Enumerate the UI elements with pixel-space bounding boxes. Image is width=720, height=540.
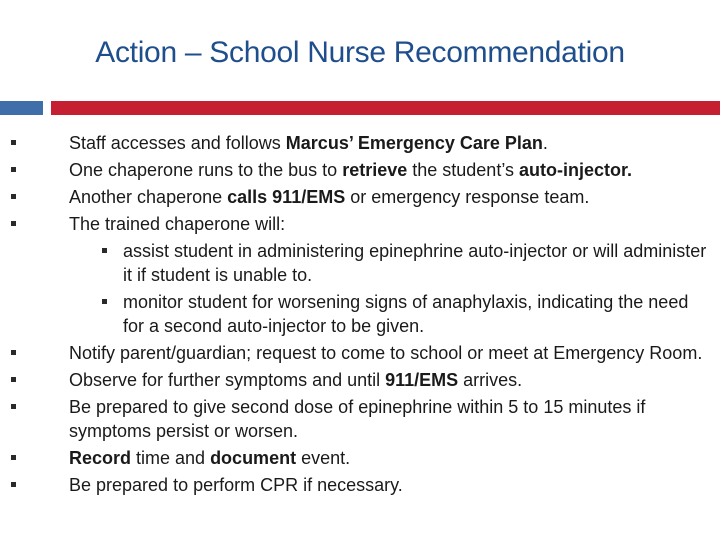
- bullet-item: [0, 368, 720, 392]
- bold-text-segment: 911/EMS: [385, 370, 459, 390]
- square-bullet-icon: [11, 350, 16, 355]
- bullet-item: [0, 158, 720, 182]
- bold-text-segment: calls 911/EMS: [227, 187, 346, 207]
- text-segment: or emergency response team.: [345, 187, 590, 207]
- square-bullet-icon: [102, 299, 107, 304]
- bold-text-segment: document: [210, 448, 297, 468]
- accent-bar-red: [51, 101, 720, 115]
- square-bullet-icon: [11, 221, 16, 226]
- text-segment: monitor student for worsening signs of anaphylaxis, indicating the need for a second auto-injector to be given.: [123, 292, 689, 336]
- bold-text-segment: Marcus’ Emergency Care Plan: [285, 133, 543, 153]
- bullet-item: [0, 395, 720, 443]
- bullet-item: [0, 341, 720, 365]
- text-segment: Be prepared to perform CPR if necessary.: [69, 475, 403, 495]
- bold-text-segment: Record: [69, 448, 132, 468]
- square-bullet-icon: [11, 167, 16, 172]
- slide-title: Action – School Nurse Recommendation: [95, 36, 625, 69]
- text-segment: event.: [296, 448, 351, 468]
- accent-bar-blue: [0, 101, 43, 115]
- text-segment: One chaperone runs to the bus to: [69, 160, 343, 180]
- bullet-item: [0, 446, 720, 470]
- square-bullet-icon: [11, 140, 16, 145]
- bold-text-segment: auto-injector.: [519, 160, 633, 180]
- text-segment: Staff accesses and follows: [69, 133, 286, 153]
- bullet-item: [0, 131, 720, 155]
- text-segment: arrives.: [458, 370, 523, 390]
- square-bullet-icon: [11, 404, 16, 409]
- text-segment: assist student in administering epinephrine auto-injector or will administer it if student is unable to.: [123, 241, 707, 285]
- text-segment: the student’s: [407, 160, 519, 180]
- bullet-list: [0, 131, 720, 500]
- square-bullet-icon: [11, 455, 16, 460]
- text-segment: time and: [131, 448, 211, 468]
- bullet-item: [0, 473, 720, 497]
- sub-bullet-item: [0, 239, 720, 287]
- bullet-item: [0, 212, 720, 236]
- square-bullet-icon: [102, 248, 107, 253]
- bold-text-segment: retrieve: [342, 160, 408, 180]
- text-segment: Observe for further symptoms and until: [69, 370, 386, 390]
- text-segment: .: [542, 133, 548, 153]
- text-segment: Another chaperone: [69, 187, 228, 207]
- text-segment: The trained chaperone will:: [69, 214, 286, 234]
- square-bullet-icon: [11, 377, 16, 382]
- square-bullet-icon: [11, 482, 16, 487]
- text-segment: Be prepared to give second dose of epinephrine within 5 to 15 minutes if symptoms persist or worsen.: [69, 397, 646, 441]
- bullet-item: [0, 185, 720, 209]
- text-segment: Notify parent/guardian; request to come to school or meet at Emergency Room.: [69, 343, 703, 363]
- square-bullet-icon: [11, 194, 16, 199]
- sub-bullet-item: [0, 290, 720, 338]
